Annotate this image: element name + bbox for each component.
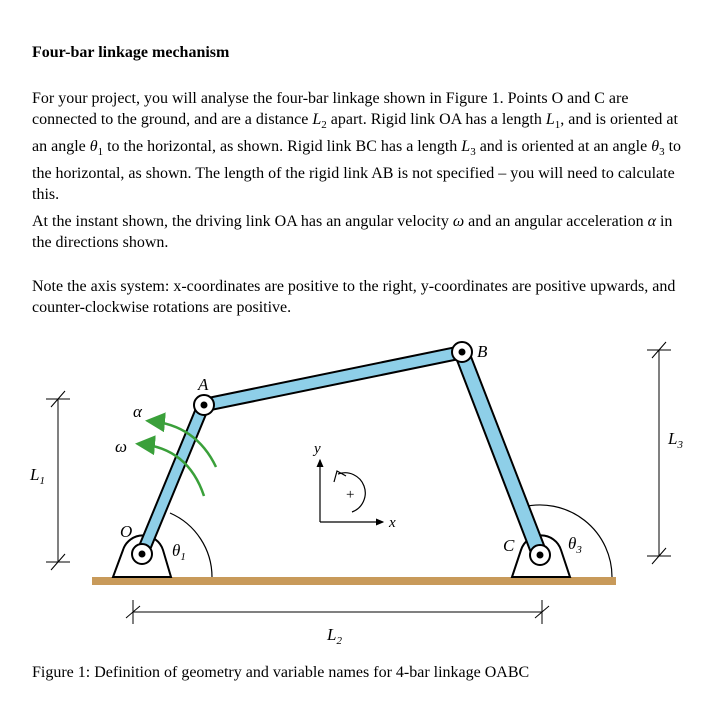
ground-bar <box>92 577 616 585</box>
paragraph-kinematics: At the instant shown, the driving link OA has an angular velocity ω and an angular acceleration α in the directions shown. <box>32 213 673 251</box>
label-L2: $L_2$ <box>327 625 342 647</box>
section-title: Four-bar linkage mechanism <box>32 44 230 61</box>
dimension-L3 <box>647 342 671 564</box>
label-L3: $L_3$ <box>668 429 683 451</box>
pin-O <box>132 544 152 564</box>
dimension-L1 <box>46 391 70 570</box>
label-alpha: α <box>133 402 142 421</box>
link-BC <box>455 349 547 558</box>
pin-B <box>452 342 472 362</box>
label-O: O <box>120 522 133 541</box>
paragraph-geometry: For your project, you will analyse the four-bar linkage shown in Figure 1. Points O and C are connected to the ground, and are a distance $L_2$ apart. Rigid link OA has a length $L_1$, and is oriented at an angle $\theta_1$ to the horizontal, as shown. Rigid link BC has a length $L_3$ and is oriented at an angle $\theta_3$ to the horizontal, as shown. The length of the rigid link AB is not specified – you will need to calculate this. <box>32 90 682 204</box>
label-y-axis: y <box>314 441 321 457</box>
label-A: A <box>198 375 209 394</box>
label-plus: + <box>346 487 355 503</box>
label-B: B <box>477 342 488 361</box>
label-omega: ω <box>115 437 128 456</box>
label-theta1: $\theta_1$ <box>172 541 186 563</box>
label-theta3: $\theta_3$ <box>568 534 582 556</box>
label-x-axis: x <box>389 515 396 531</box>
pin-A <box>194 395 214 415</box>
link-AB <box>203 346 464 411</box>
label-C: C <box>503 536 515 555</box>
linkage-figure <box>0 330 720 660</box>
dimension-L2 <box>126 600 549 624</box>
label-L1: $L_1$ <box>30 465 45 487</box>
figure-caption: Figure 1: Definition of geometry and variable names for 4-bar linkage OABC <box>32 664 530 681</box>
link-OA <box>137 401 209 557</box>
paragraph-axis-note: Note the axis system: x-coordinates are positive to the right, y-coordinates are positive upwards, and counter-clockwise rotations are positive. <box>32 278 676 316</box>
pin-C <box>530 545 550 565</box>
